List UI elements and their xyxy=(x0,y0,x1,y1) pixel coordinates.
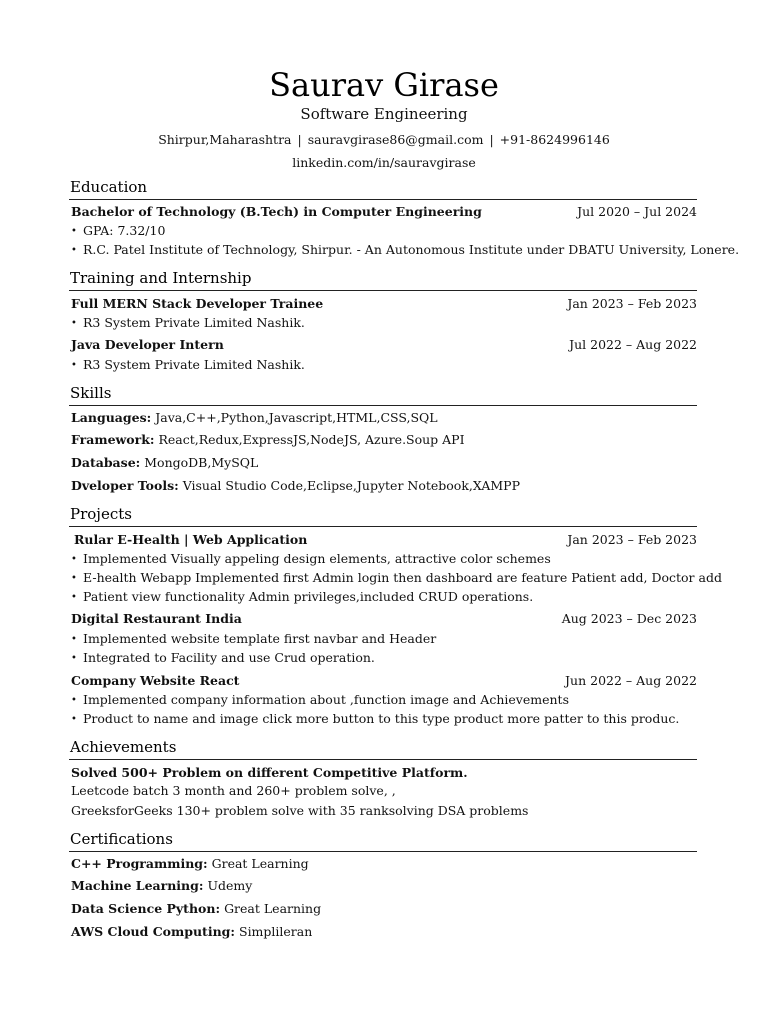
training-role: Java Developer Intern xyxy=(71,337,224,352)
training-dates: Jul 2022 – Aug 2022 xyxy=(569,337,697,352)
bullet-glyph: • xyxy=(71,360,77,371)
skill-row: Languages: Java,C++,Python,Javascript,HTML,CSS,SQL xyxy=(71,410,438,425)
project-name: Digital Restaurant India xyxy=(71,611,242,626)
linkedin-link[interactable]: linkedin.com/in/sauravgirase xyxy=(292,155,476,170)
bullet-glyph: • xyxy=(71,634,77,645)
section-divider xyxy=(69,759,697,760)
list-item: • R3 System Private Limited Nashik. xyxy=(71,356,305,375)
section-divider xyxy=(69,526,697,527)
section-title-certifications: Certifications xyxy=(70,830,173,848)
skill-row: Database: MongoDB,MySQL xyxy=(71,455,259,470)
bullet-glyph: • xyxy=(71,653,77,664)
bullet-glyph: • xyxy=(71,245,77,256)
candidate-subtitle: Software Engineering xyxy=(300,105,468,123)
list-item: • E-health Webapp Implemented first Admin login then dashboard are feature Patient add, Doctor add xyxy=(71,569,722,588)
section-divider xyxy=(69,290,697,291)
list-item: • Implemented website template first navbar and Header xyxy=(71,630,436,649)
project-dates: Jun 2022 – Aug 2022 xyxy=(565,673,697,688)
list-item: • Implemented company information about ,function image and Achievements xyxy=(71,691,569,710)
list-item: • Integrated to Facility and use Crud operation. xyxy=(71,649,375,668)
project-dates: Aug 2023 – Dec 2023 xyxy=(561,611,697,626)
list-item: • GPA: 7.32/10 xyxy=(71,222,165,241)
bullet-glyph: • xyxy=(71,714,77,725)
list-item: • Patient view functionality Admin privileges,included CRUD operations. xyxy=(71,588,533,607)
list-item: • R.C. Patel Institute of Technology, Shirpur. - An Autonomous Institute under DBATU University, Lonere. xyxy=(71,241,739,260)
section-divider xyxy=(69,405,697,406)
list-item: • Product to name and image click more button to this type product more patter to this produc. xyxy=(71,710,679,729)
location-text: Shirpur,Maharashtra xyxy=(158,132,292,147)
project-dates: Jan 2023 – Feb 2023 xyxy=(567,532,697,547)
bullet-glyph: • xyxy=(71,226,77,237)
achievement-headline: Solved 500+ Problem on different Competitive Platform. xyxy=(71,765,468,780)
skill-row: Dveloper Tools: Visual Studio Code,Eclipse,Jupyter Notebook,XAMPP xyxy=(71,478,520,493)
list-item: • Implemented Visually appeling design elements, attractive color schemes xyxy=(71,550,551,569)
candidate-name: Saurav Girase xyxy=(269,66,499,104)
section-title-projects: Projects xyxy=(70,505,132,523)
bullet-glyph: • xyxy=(71,592,77,603)
section-divider xyxy=(69,851,697,852)
section-divider xyxy=(69,199,697,200)
training-dates: Jan 2023 – Feb 2023 xyxy=(567,296,697,311)
section-title-education: Education xyxy=(70,178,148,196)
bullet-glyph: • xyxy=(71,318,77,329)
bullet-glyph: • xyxy=(71,554,77,565)
list-item: • R3 System Private Limited Nashik. xyxy=(71,314,305,333)
certification-row: Machine Learning: Udemy xyxy=(71,878,253,893)
phone-text: +91-8624996146 xyxy=(499,132,610,147)
certification-row: C++ Programming: Great Learning xyxy=(71,856,309,871)
contact-separator: | xyxy=(489,132,494,147)
section-title-training: Training and Internship xyxy=(70,269,252,287)
project-name: Company Website React xyxy=(71,673,240,688)
education-dates: Jul 2020 – Jul 2024 xyxy=(577,204,697,219)
section-title-skills: Skills xyxy=(70,384,112,402)
training-role: Full MERN Stack Developer Trainee xyxy=(71,296,324,311)
education-degree: Bachelor of Technology (B.Tech) in Computer Engineering xyxy=(71,204,482,219)
certification-row: Data Science Python: Great Learning xyxy=(71,901,322,916)
certification-row: AWS Cloud Computing: Simplileran xyxy=(71,924,313,939)
bullet-glyph: • xyxy=(71,695,77,706)
achievement-line: Leetcode batch 3 month and 260+ problem solve, , xyxy=(71,783,396,798)
section-title-achievements: Achievements xyxy=(70,738,177,756)
skill-row: Framework: React,Redux,ExpressJS,NodeJS, Azure.Soup API xyxy=(71,432,465,447)
project-name: Rular E-Health | Web Application xyxy=(74,532,308,547)
contact-line xyxy=(0,131,768,149)
email-link[interactable]: sauravgirase86@gmail.com xyxy=(307,132,484,147)
bullet-glyph: • xyxy=(71,573,77,584)
achievement-line: GreeksforGeeks 130+ problem solve with 35 ranksolving DSA problems xyxy=(71,803,529,818)
contact-separator: | xyxy=(297,132,302,147)
